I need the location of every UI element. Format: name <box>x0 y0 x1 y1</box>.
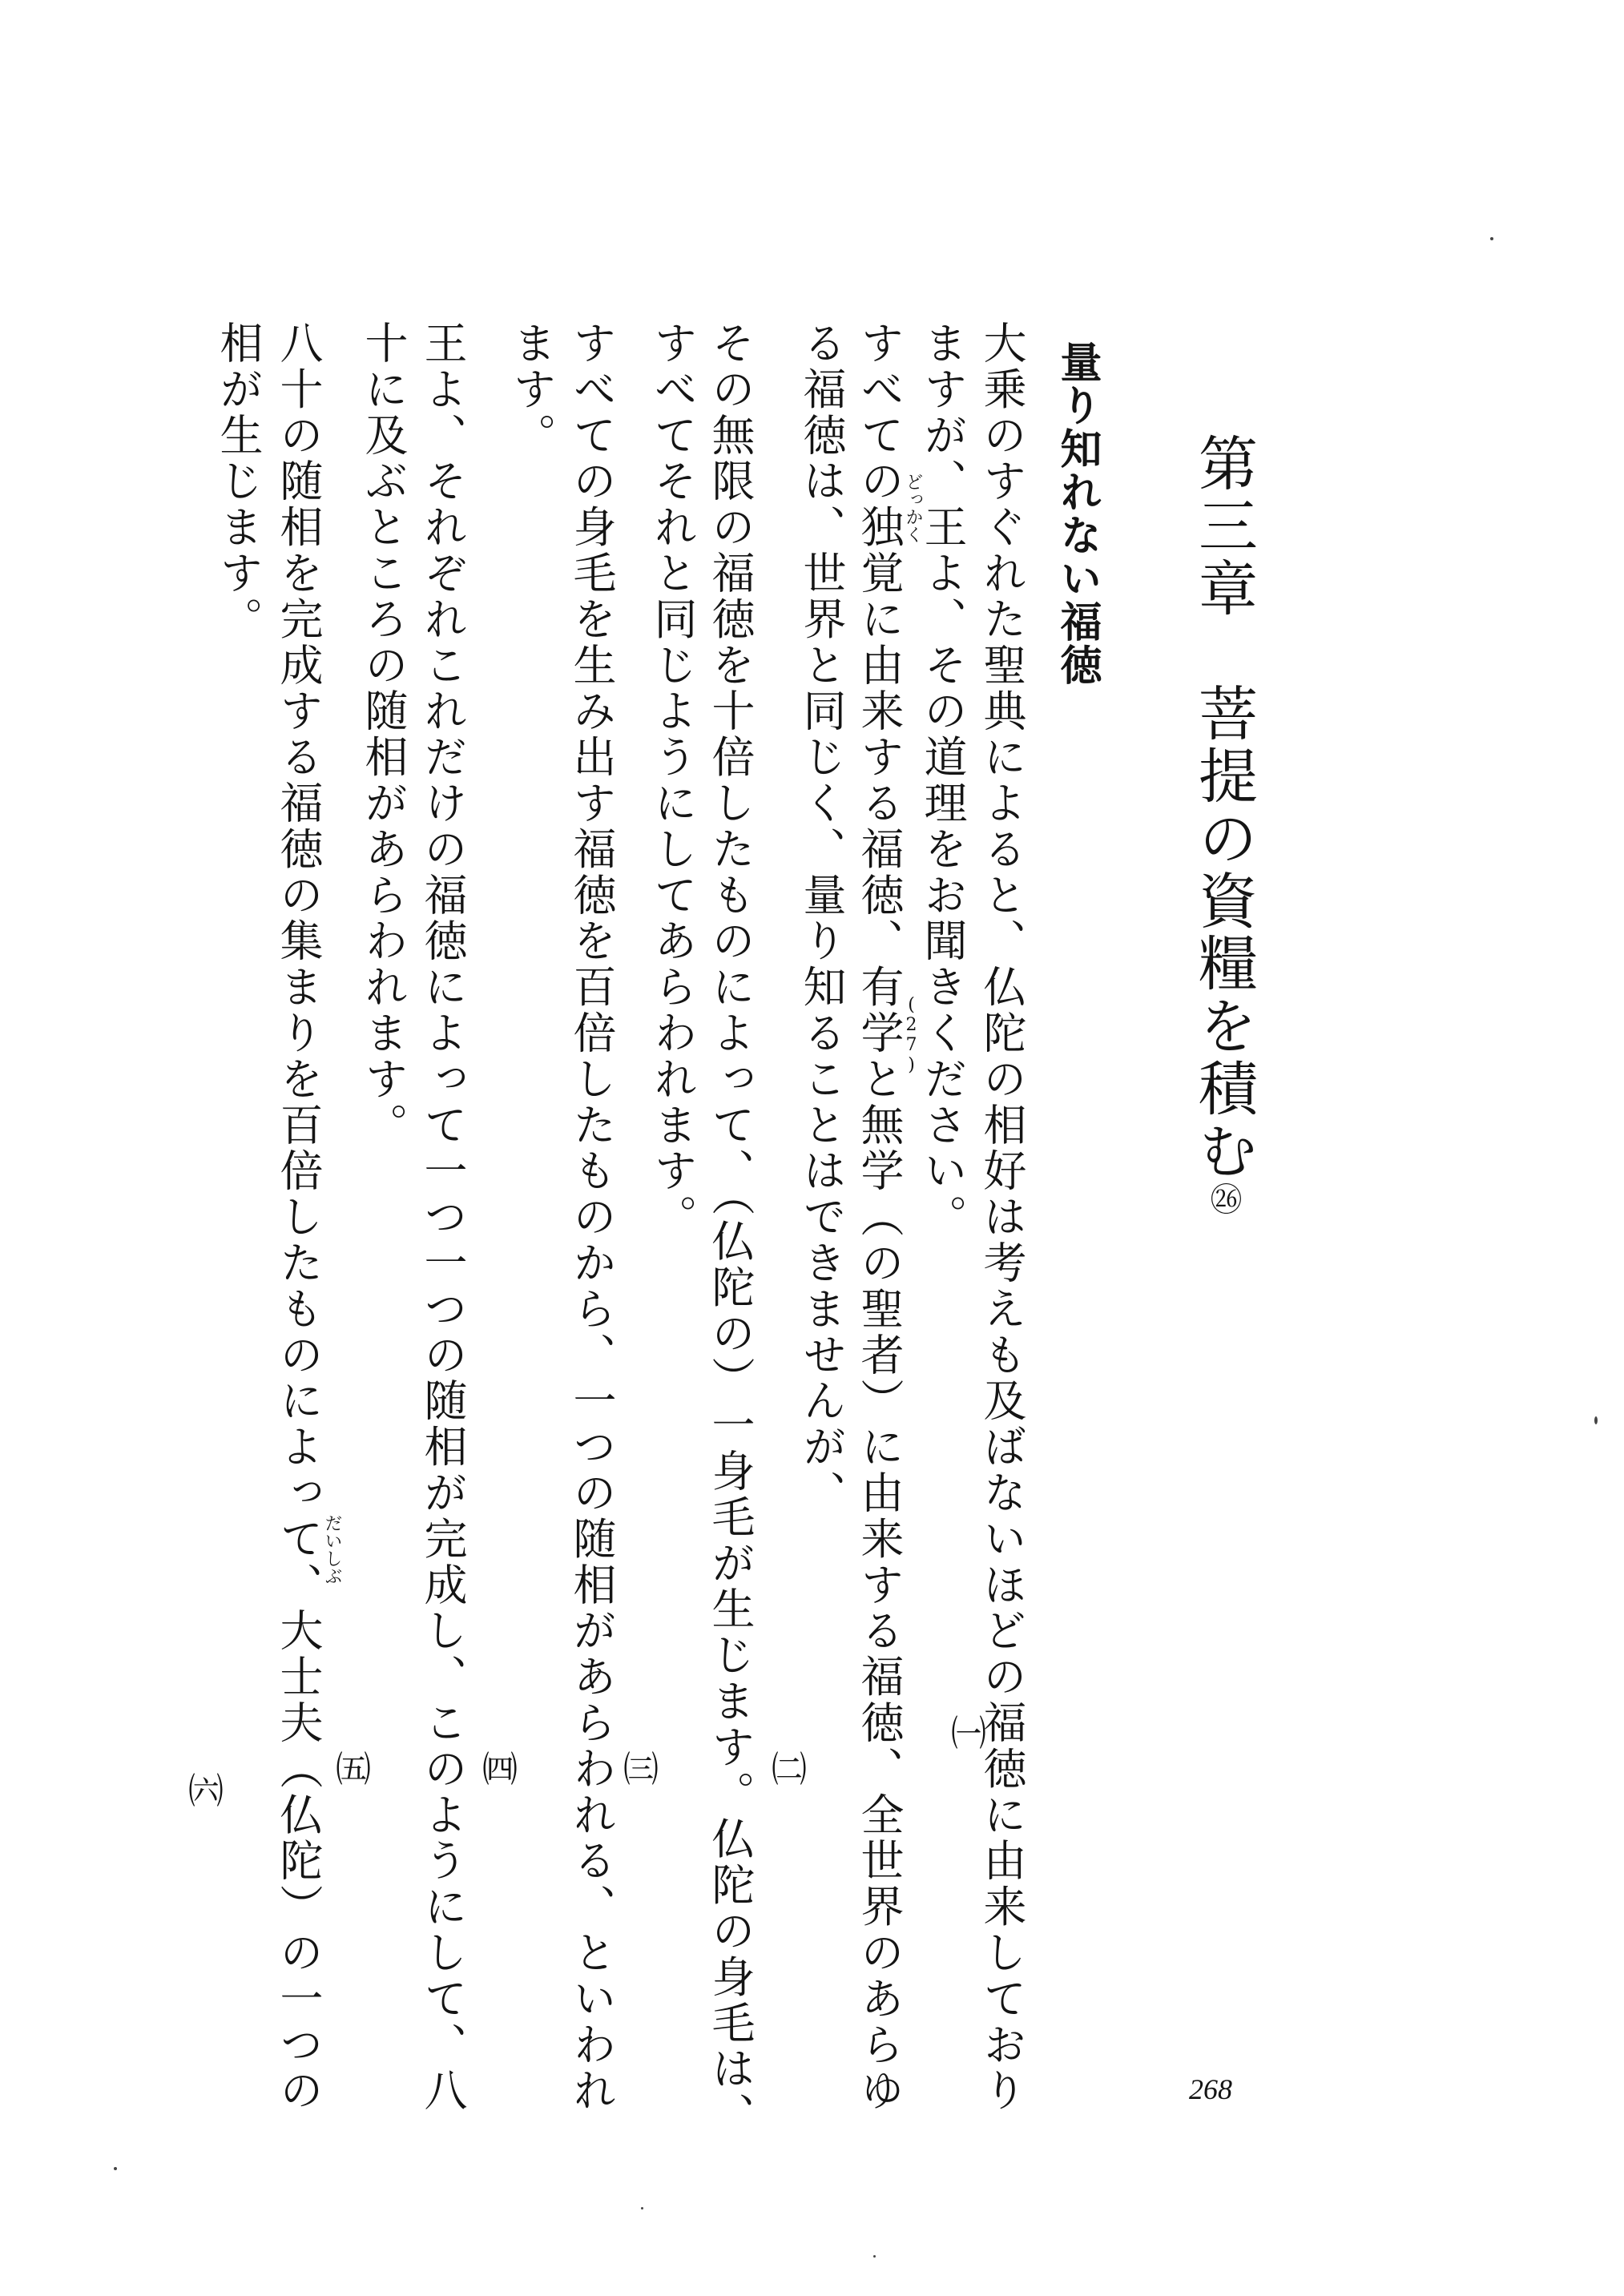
scan-speck <box>873 2255 876 2258</box>
chapter-footnote-marker: ㉖ <box>1205 1182 1242 1218</box>
scan-speck <box>641 2207 643 2209</box>
body-line-6: すべてそれと同じようにしてあらわれます。 <box>647 320 698 1240</box>
body-line-7: すべての身毛を生み出す福徳を百倍したものから、一つの随相があらわれる、といわれ <box>566 320 617 2114</box>
body-line-1: 大乗のすぐれた聖典によると、仏陀の相好は考えも及ばないほどの福徳に由来しており <box>977 320 1027 2114</box>
verse-marker-3: ㈢ <box>617 1750 658 1786</box>
scan-speck <box>1594 1416 1598 1424</box>
body-line-3: すべての独覚に由来する福徳、有学と無学（の聖者）に由来する福徳、全世界のあらゆ <box>854 320 905 2114</box>
verse-marker-1: ㈠ <box>945 1714 985 1750</box>
body-line-2: ますが、王よ、その道理をお聞きください。 <box>917 320 968 1240</box>
page-number: 268 <box>1189 2073 1232 2105</box>
ruby-dokkaku: どっかく <box>903 473 923 543</box>
body-line-11: 八十の随相を完成する福徳の集まりを百倍したものによって、大士夫（仏陀）の一つの <box>273 320 324 2114</box>
body-line-12: 相が生じます。 <box>213 320 264 642</box>
body-line-4: る福徳は、世界と同じく、量り知ることはできませんが、 <box>796 320 847 1517</box>
footnote-27-marker: (27) <box>901 995 921 1075</box>
verse-marker-5: ㈤ <box>329 1750 370 1786</box>
chapter-title <box>1189 433 1258 1218</box>
body-line-8: ます。 <box>506 320 557 459</box>
verse-marker-2: ㈡ <box>765 1750 806 1786</box>
scan-speck <box>1490 237 1493 240</box>
verse-marker-4: ㈣ <box>476 1750 517 1786</box>
verse-marker-6: ㈥ <box>182 1772 223 1807</box>
scan-speck <box>114 2167 117 2170</box>
ruby-daishifu: だいしぶ <box>322 1514 342 1585</box>
body-line-5: その無限の福徳を十倍したものによって、（仏陀の）一身毛が生じます。仏陀の身毛は、 <box>705 320 756 2138</box>
section-heading: 量り知れない福徳 <box>1053 340 1101 687</box>
body-line-9: 王よ、それぞれこれだけの福徳によって一つ一つの随相が完成し、このようにして、八 <box>417 320 468 2114</box>
chapter-title-text: 第三章 菩提の資糧を積む <box>1189 433 1258 1182</box>
body-line-10: 十に及ぶところの随相があらわれます。 <box>358 320 409 1149</box>
